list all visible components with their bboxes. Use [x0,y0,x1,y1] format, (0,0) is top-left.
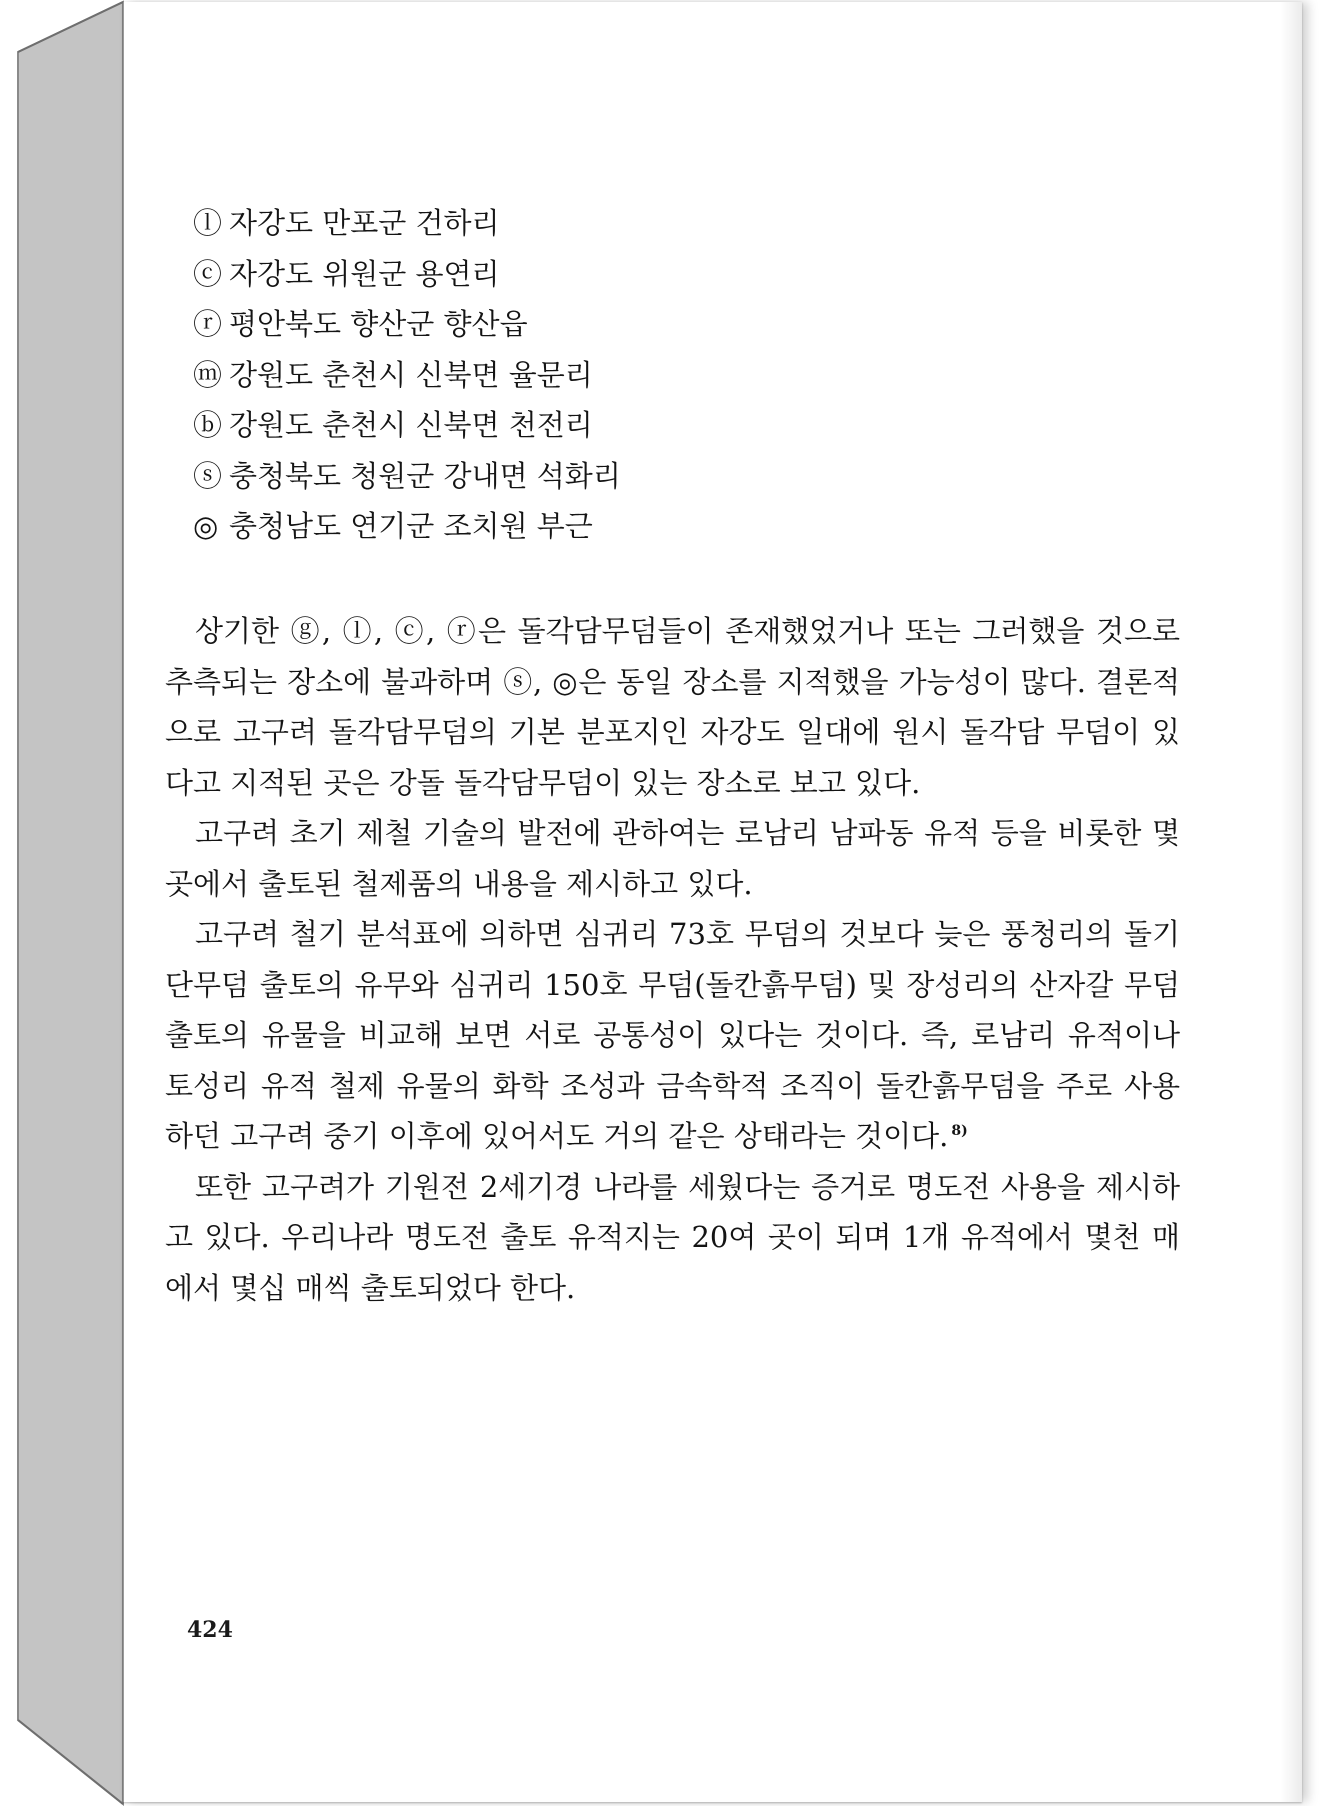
page-gutter-shadow [1280,2,1302,1802]
list-item [193,400,793,451]
list-item-text: 강원도 춘천시 신북면 율문리 [229,357,593,392]
list-item [193,451,793,502]
list-item-text: 충청남도 연기군 조치원 부근 [229,509,593,543]
list-marker: ⓡ [193,307,223,341]
page-number: 424 [187,1617,233,1643]
location-list [193,198,793,552]
paragraph: 상기한 ⓖ, ⓛ, ⓒ, ⓡ은 돌각담무덤들이 존재했었거나 또는 그러했을 것으로 추측되는 장소에 불과하며 ⓢ, ◎은 동일 장소를 지적했을 가능성이 많다. 결론적으로 고구려 돌각담무덤의 기본 분포지인 자강도 일대에 원시 돌각담 무덤이 있다고 지적된 곳은 강돌 돌각담무덤이 있는 장소로 보고 있다. [165,614,1180,800]
list-item-text: 자강도 만포군 건하리 [229,206,500,240]
list-marker: ⓜ [193,357,223,392]
list-item [193,249,793,300]
paragraph: 고구려 초기 제철 기술의 발전에 관하여는 로남리 남파동 유적 등을 비롯한 몇 곳에서 출토된 철제품의 내용을 제시하고 있다. [165,816,1180,901]
paragraph: 또한 고구려가 기원전 2세기경 나라를 세웠다는 증거로 명도전 사용을 제시하고 있다. 우리나라 명도전 출토 유적지는 20여 곳이 되며 1개 유적에서 몇천 매에서 몇십 매씩 출토되었다 한다. [165,1169,1180,1305]
list-item [193,350,793,401]
list-marker: ⓢ [193,458,223,493]
list-marker: ⓛ [193,206,223,240]
list-item-text: 강원도 춘천시 신북면 천전리 [229,408,593,442]
paragraph [165,909,1180,1162]
list-item [193,198,793,249]
book-side-face [18,2,123,1804]
list-item-text: 충청북도 청원군 강내면 석화리 [229,458,621,493]
list-item [193,299,793,350]
list-marker: ◎ [193,509,219,543]
footnote-reference: 8) [951,1123,968,1140]
list-item [193,501,793,552]
list-marker: ⓑ [193,408,223,442]
list-item-text: 평안북도 향산군 향산읍 [229,307,528,341]
list-item-text: 자강도 위원군 용연리 [229,256,500,291]
paragraph-text: 고구려 철기 분석표에 의하면 심귀리 73호 무덤의 것보다 늦은 풍청리의 돌기단무덤 출토의 유무와 심귀리 150호 무덤(돌칸흙무덤) 및 장성리의 산자갈 무덤 출토의 유물을 비교해 보면 서로 공통성이 있다는 것이다. 즉, 로남리 유적이나 토성리 유적 철제 유물의 화학 조성과 금속학적 조직이 돌칸흙무덤을 주로 사용하던 고구려 중기 이후에 있어서도 거의 같은 상태라는 것이다. [165,917,1180,1153]
body-text [165,606,1180,1313]
list-marker: ⓒ [193,256,223,291]
